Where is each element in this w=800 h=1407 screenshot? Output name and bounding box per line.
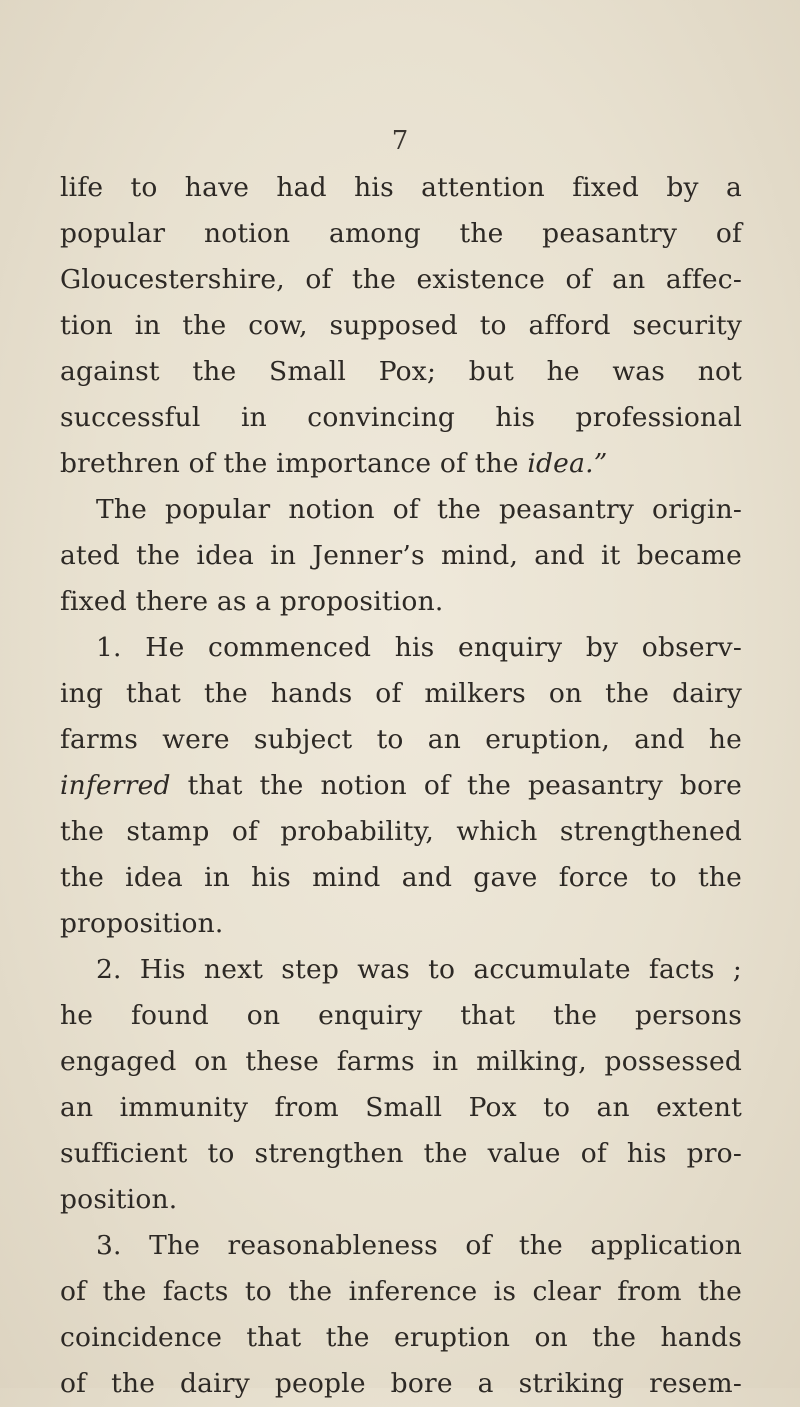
text-line: life to have had his attention fixed by a bbox=[60, 172, 742, 203]
text-line bbox=[60, 763, 742, 809]
text-line: engaged on these farms in milking, possessed bbox=[60, 1046, 742, 1077]
text-line: the idea in his mind and gave force to the bbox=[60, 862, 742, 893]
text-line: an immunity from Small Pox to an extent bbox=[60, 1092, 742, 1123]
text-line: against the Small Pox; but he was not bbox=[60, 356, 742, 387]
page-number: 7 bbox=[391, 126, 409, 156]
italic-word: idea.” bbox=[527, 448, 608, 479]
text-line: of the dairy people bore a striking resem- bbox=[60, 1368, 742, 1399]
text-line: 3. The reasonableness of the application bbox=[96, 1230, 742, 1261]
text-span: that the notion of the peasantry bore bbox=[187, 770, 742, 801]
text-line: sufficient to strengthen the value of his pro- bbox=[60, 1138, 742, 1169]
text-line: he found on enquiry that the persons bbox=[60, 1000, 742, 1031]
text-line: 2. His next step was to accumulate facts ; bbox=[96, 954, 742, 985]
text-line: popular notion among the peasantry of bbox=[60, 218, 742, 249]
text-line: proposition. bbox=[60, 908, 224, 939]
text-line: tion in the cow, supposed to afford security bbox=[60, 310, 742, 341]
text-line: Gloucestershire, of the existence of an affec- bbox=[60, 264, 742, 295]
text-line bbox=[60, 441, 742, 487]
text-line: successful in convincing his professional bbox=[60, 402, 742, 433]
text-line: position. bbox=[60, 1184, 178, 1215]
text-line: The popular notion of the peasantry origin- bbox=[96, 494, 742, 525]
text-line: coincidence that the eruption on the hands bbox=[60, 1322, 742, 1353]
text-line: farms were subject to an eruption, and he bbox=[60, 724, 742, 755]
text-span: brethren of the importance of the bbox=[60, 448, 519, 479]
text-line: 1. He commenced his enquiry by observ- bbox=[96, 632, 742, 663]
text-line: fixed there as a proposition. bbox=[60, 586, 444, 617]
text-line: ing that the hands of milkers on the dairy bbox=[60, 678, 742, 709]
italic-word: inferred bbox=[60, 770, 171, 801]
body-text bbox=[60, 165, 742, 1407]
text-line: the stamp of probability, which strengthened bbox=[60, 816, 742, 847]
text-line: ated the idea in Jenner’s mind, and it became bbox=[60, 540, 742, 571]
text-line: of the facts to the inference is clear from the bbox=[60, 1276, 742, 1307]
